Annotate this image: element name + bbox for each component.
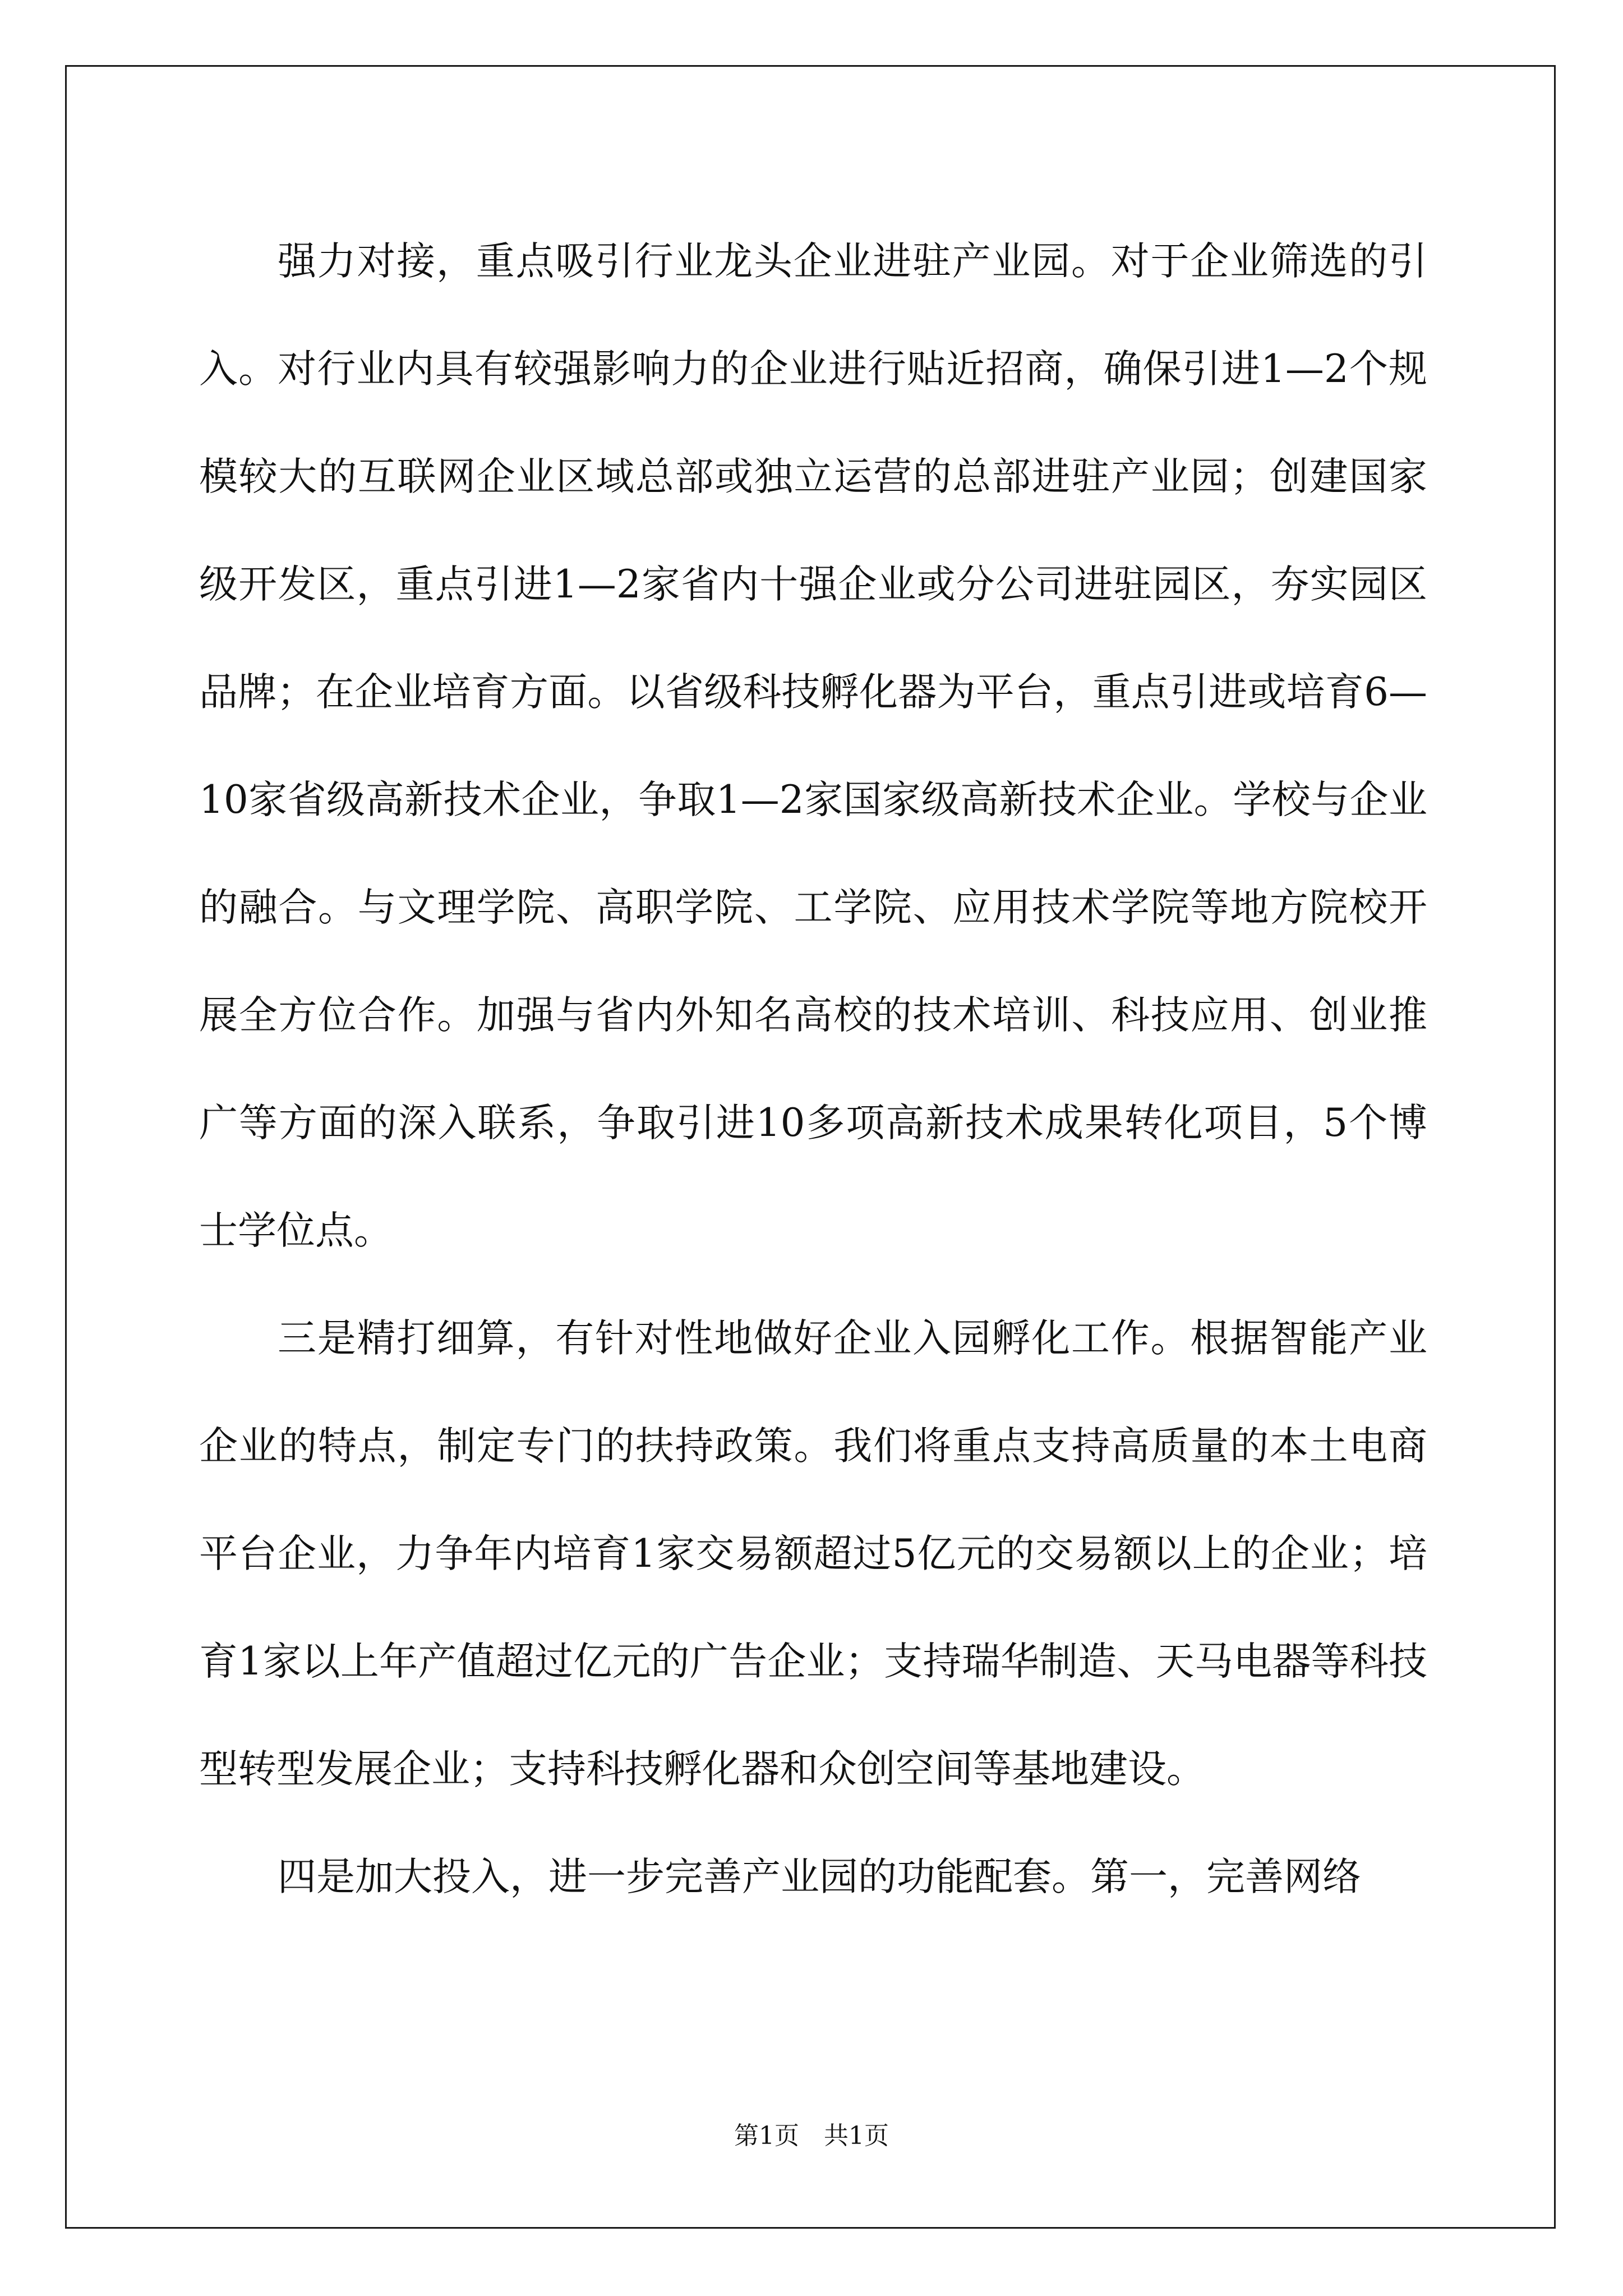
page-number-footer: 第1页 共1页 [734,2122,889,2150]
paragraph-2: 三是精打细算，有针对性地做好企业入园孵化工作。根据智能产业企业的特点，制定专门的扶持政策。我们将重点支持高质量的本土电商平台企业，力争年内培育1家交易额超过5亿元的交易额以上的企业；培育1家以上年产值超过亿元的广告企业；支持瑞华制造、天马电器等科技型转型发展企业；支持科技孵化器和众创空间等基地建设。 [199,1316,1427,1792]
document-body [199,208,1427,1931]
paragraph-1: 强力对接，重点吸引行业龙头企业进驻产业园。对于企业筛选的引入。对行业内具有较强影响力的企业进行贴近招商，确保引进1—2个规模较大的互联网企业区域总部或独立运营的总部进驻产业园；创建国家级开发区，重点引进1—2家省内十强企业或分公司进驻园区，夯实园区品牌；在企业培育方面。以省级科技孵化器为平台，重点引进或培育6—10家省级高新技术企业，争取1—2家国家级高新技术企业。学校与企业的融合。与文理学院、高职学院、工学院、应用技术学院等地方院校开展全方位合作。加强与省内外知名高校的技术培训、科技应用、创业推广等方面的深入联系，争取引进10多项高新技术成果转化项目，5个博士学位点。 [199,239,1427,1253]
paragraph-3: 四是加大投入，进一步完善产业园的功能配套。第一，完善网络 [278,1855,1361,1899]
